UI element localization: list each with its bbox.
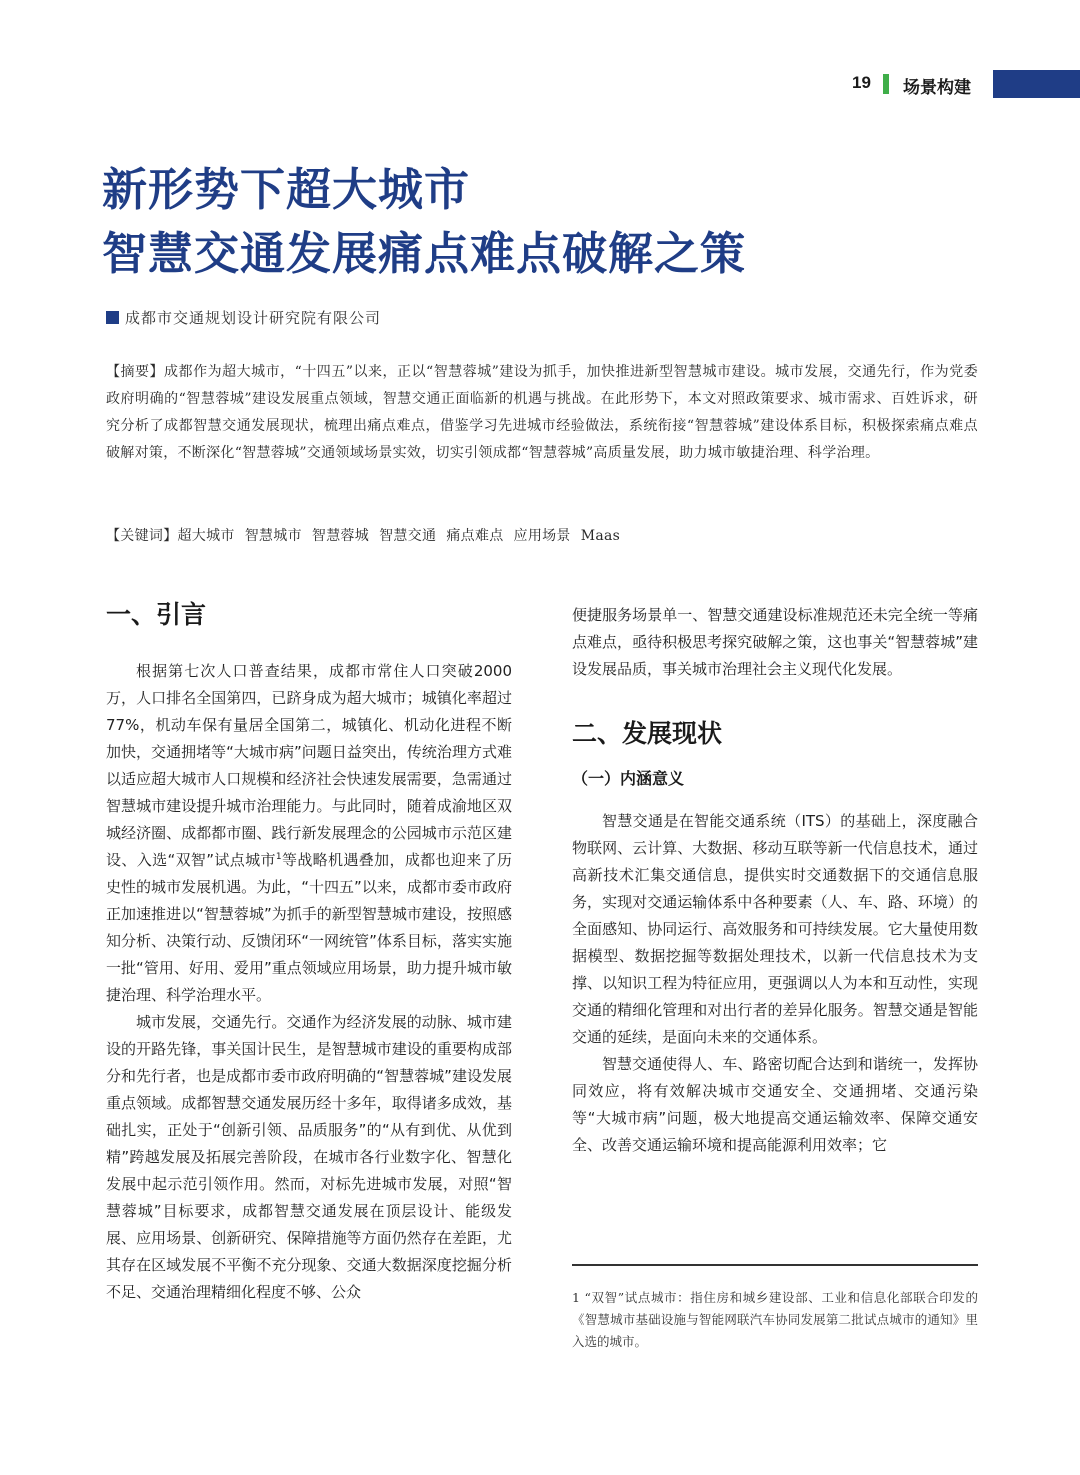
author-square-icon xyxy=(106,311,119,324)
section-2-paragraph-2: 智慧交通使得人、车、路密切配合达到和谐统一，发挥协同效应，将有效解决城市交通安全、交通拥堵、交通污染等“大城市病”问题，极大地提高交通运输效率、保障交通安全、改善交通运输环境和提高能源利用效率；它 xyxy=(572,1055,978,1154)
author-line xyxy=(106,307,381,328)
right-column xyxy=(572,602,978,1159)
header-blue-band xyxy=(993,70,1080,98)
keyword: 智慧城市 xyxy=(244,528,302,544)
footnote: 1 “双智”试点城市：指住房和城乡建设部、工业和信息化部联合印发的《智慧城市基础设施与智能网联汽车协同发展第二批试点城市的通知》里入选的城市。 xyxy=(572,1290,978,1349)
title-line-2: 智慧交通发展痛点难点破解之策 xyxy=(102,227,747,280)
article-title xyxy=(102,158,962,286)
title-line-1: 新形势下超大城市 xyxy=(102,163,471,216)
abstract-label: 【摘要】 xyxy=(106,364,165,380)
left-column xyxy=(106,598,512,1306)
keyword: 应用场景 xyxy=(513,528,571,544)
section-2-heading: 二、发展现状 xyxy=(572,719,723,748)
abstract xyxy=(106,359,978,467)
keyword: 智慧蓉城 xyxy=(311,528,370,544)
header-green-marker xyxy=(883,74,889,94)
keywords-label: 【关键词】 xyxy=(106,528,178,544)
keyword: Maas xyxy=(580,528,621,544)
keyword: 痛点难点 xyxy=(446,528,504,544)
page-header xyxy=(0,70,1080,100)
author-name: 成都市交通规划设计研究院有限公司 xyxy=(125,309,382,327)
section-1-paragraph-2: 城市发展，交通先行。交通作为经济发展的动脉、城市建设的开路先锋，事关国计民生，是智慧城市建设的重要构成部分和先行者，也是成都市委市政府明确的“智慧蓉城”建设发展重点领域。成都智慧交通发展历经十多年，取得诸多成效，基础扎实，正处于“创新引领、品质服务”的“从有到优、从优到精”跨越发展及拓展完善阶段，在城市各行业数字化、智慧化发展中起示范引领作用。然而，对标先进城市发展，对照“智慧蓉城”目标要求，成都智慧交通发展在顶层设计、能级发展、应用场景、创新研究、保障措施等方面仍然存在差距，尤其存在区域发展不平衡不充分现象、交通大数据深度挖掘分析不足、交通治理精细化程度不够、公众 xyxy=(106,1013,512,1301)
abstract-text: 成都作为超大城市，“十四五”以来，正以“智慧蓉城”建设为抓手，加快推进新型智慧城市建设。城市发展，交通先行，作为党委政府明确的“智慧蓉城”建设发展重点领域，智慧交通正面临新的机遇与挑战。在此形势下，本文对照政策要求、城市需求、百姓诉求，研究分析了成都智慧交通发展现状，梳理出痛点难点，借鉴学习先进城市经验做法，系统衔接“智慧蓉城”建设体系目标，积极探索痛点难点破解对策，不断深化“智慧蓉城”交通领域场景实效，切实引领成都“智慧蓉城”高质量发展，助力城市敏捷治理、科学治理。 xyxy=(106,364,979,461)
footnote-ref[interactable]: 1 xyxy=(275,852,282,862)
page-number: 19 xyxy=(852,73,871,92)
subsection-heading: （一）内涵意义 xyxy=(572,769,685,788)
footnote-divider xyxy=(572,1264,978,1266)
keyword: 智慧交通 xyxy=(379,528,437,544)
section-2-paragraph-1: 智慧交通是在智能交通系统（ITS）的基础上，深度融合物联网、云计算、大数据、移动互联等新一代信息技术，通过高新技术汇集交通信息，提供实时交通数据下的交通信息服务，实现对交通运输体系中各种要素（人、车、路、环境）的全面感知、协同运行、高效服务和可持续发展。它大量使用数据模型、数据挖掘等数据处理技术，以新一代信息技术为支撑、以知识工程为特征应用，更强调以人为本和互动性，实现交通的精细化管理和对出行者的差异化服务。智慧交通是智能交通的延续，是面向未来的交通体系。 xyxy=(572,812,978,1046)
section-1-paragraph-1: 根据第七次人口普查结果，成都市常住人口突破2000万，人口排名全国第四，已跻身成为超大城市；城镇化率超过77%，机动车保有量居全国第二，城镇化、机动化进程不断加快，交通拥堵等“大城市病”问题日益突出，传统治理方式难以适应超大城市人口规模和经济社会快速发展需要，急需通过智慧城市建设提升城市治理能力。与此同时，随着成渝地区双城经济圈、成都都市圈、践行新发展理念的公园城市示范区建设、入选“双智”试点城市$^1$等战略机遇叠加，成都也迎来了历史性的城市发展机遇。为此，“十四五”以来，成都市委市政府正加速推进以“智慧蓉城”为抓手的新型智慧城市建设，按照感知分析、决策行动、反馈闭环“一网统管”体系目标，落实实施一批“管用、好用、爱用”重点领域应用场景，助力提升城市敏捷治理、科学治理水平。 xyxy=(106,662,512,1004)
section-1-heading: 一、引言 xyxy=(106,600,207,629)
keywords xyxy=(106,523,978,550)
keyword: 超大城市 xyxy=(177,528,235,544)
section-label: 场景构建 xyxy=(903,78,971,98)
section-1-paragraph-2-continued: 便捷服务场景单一、智慧交通建设标准规范还未完全统一等痛点难点，亟待积极思考探究破解之策，这也事关“智慧蓉城”建设发展品质，事关城市治理社会主义现代化发展。 xyxy=(572,606,978,678)
